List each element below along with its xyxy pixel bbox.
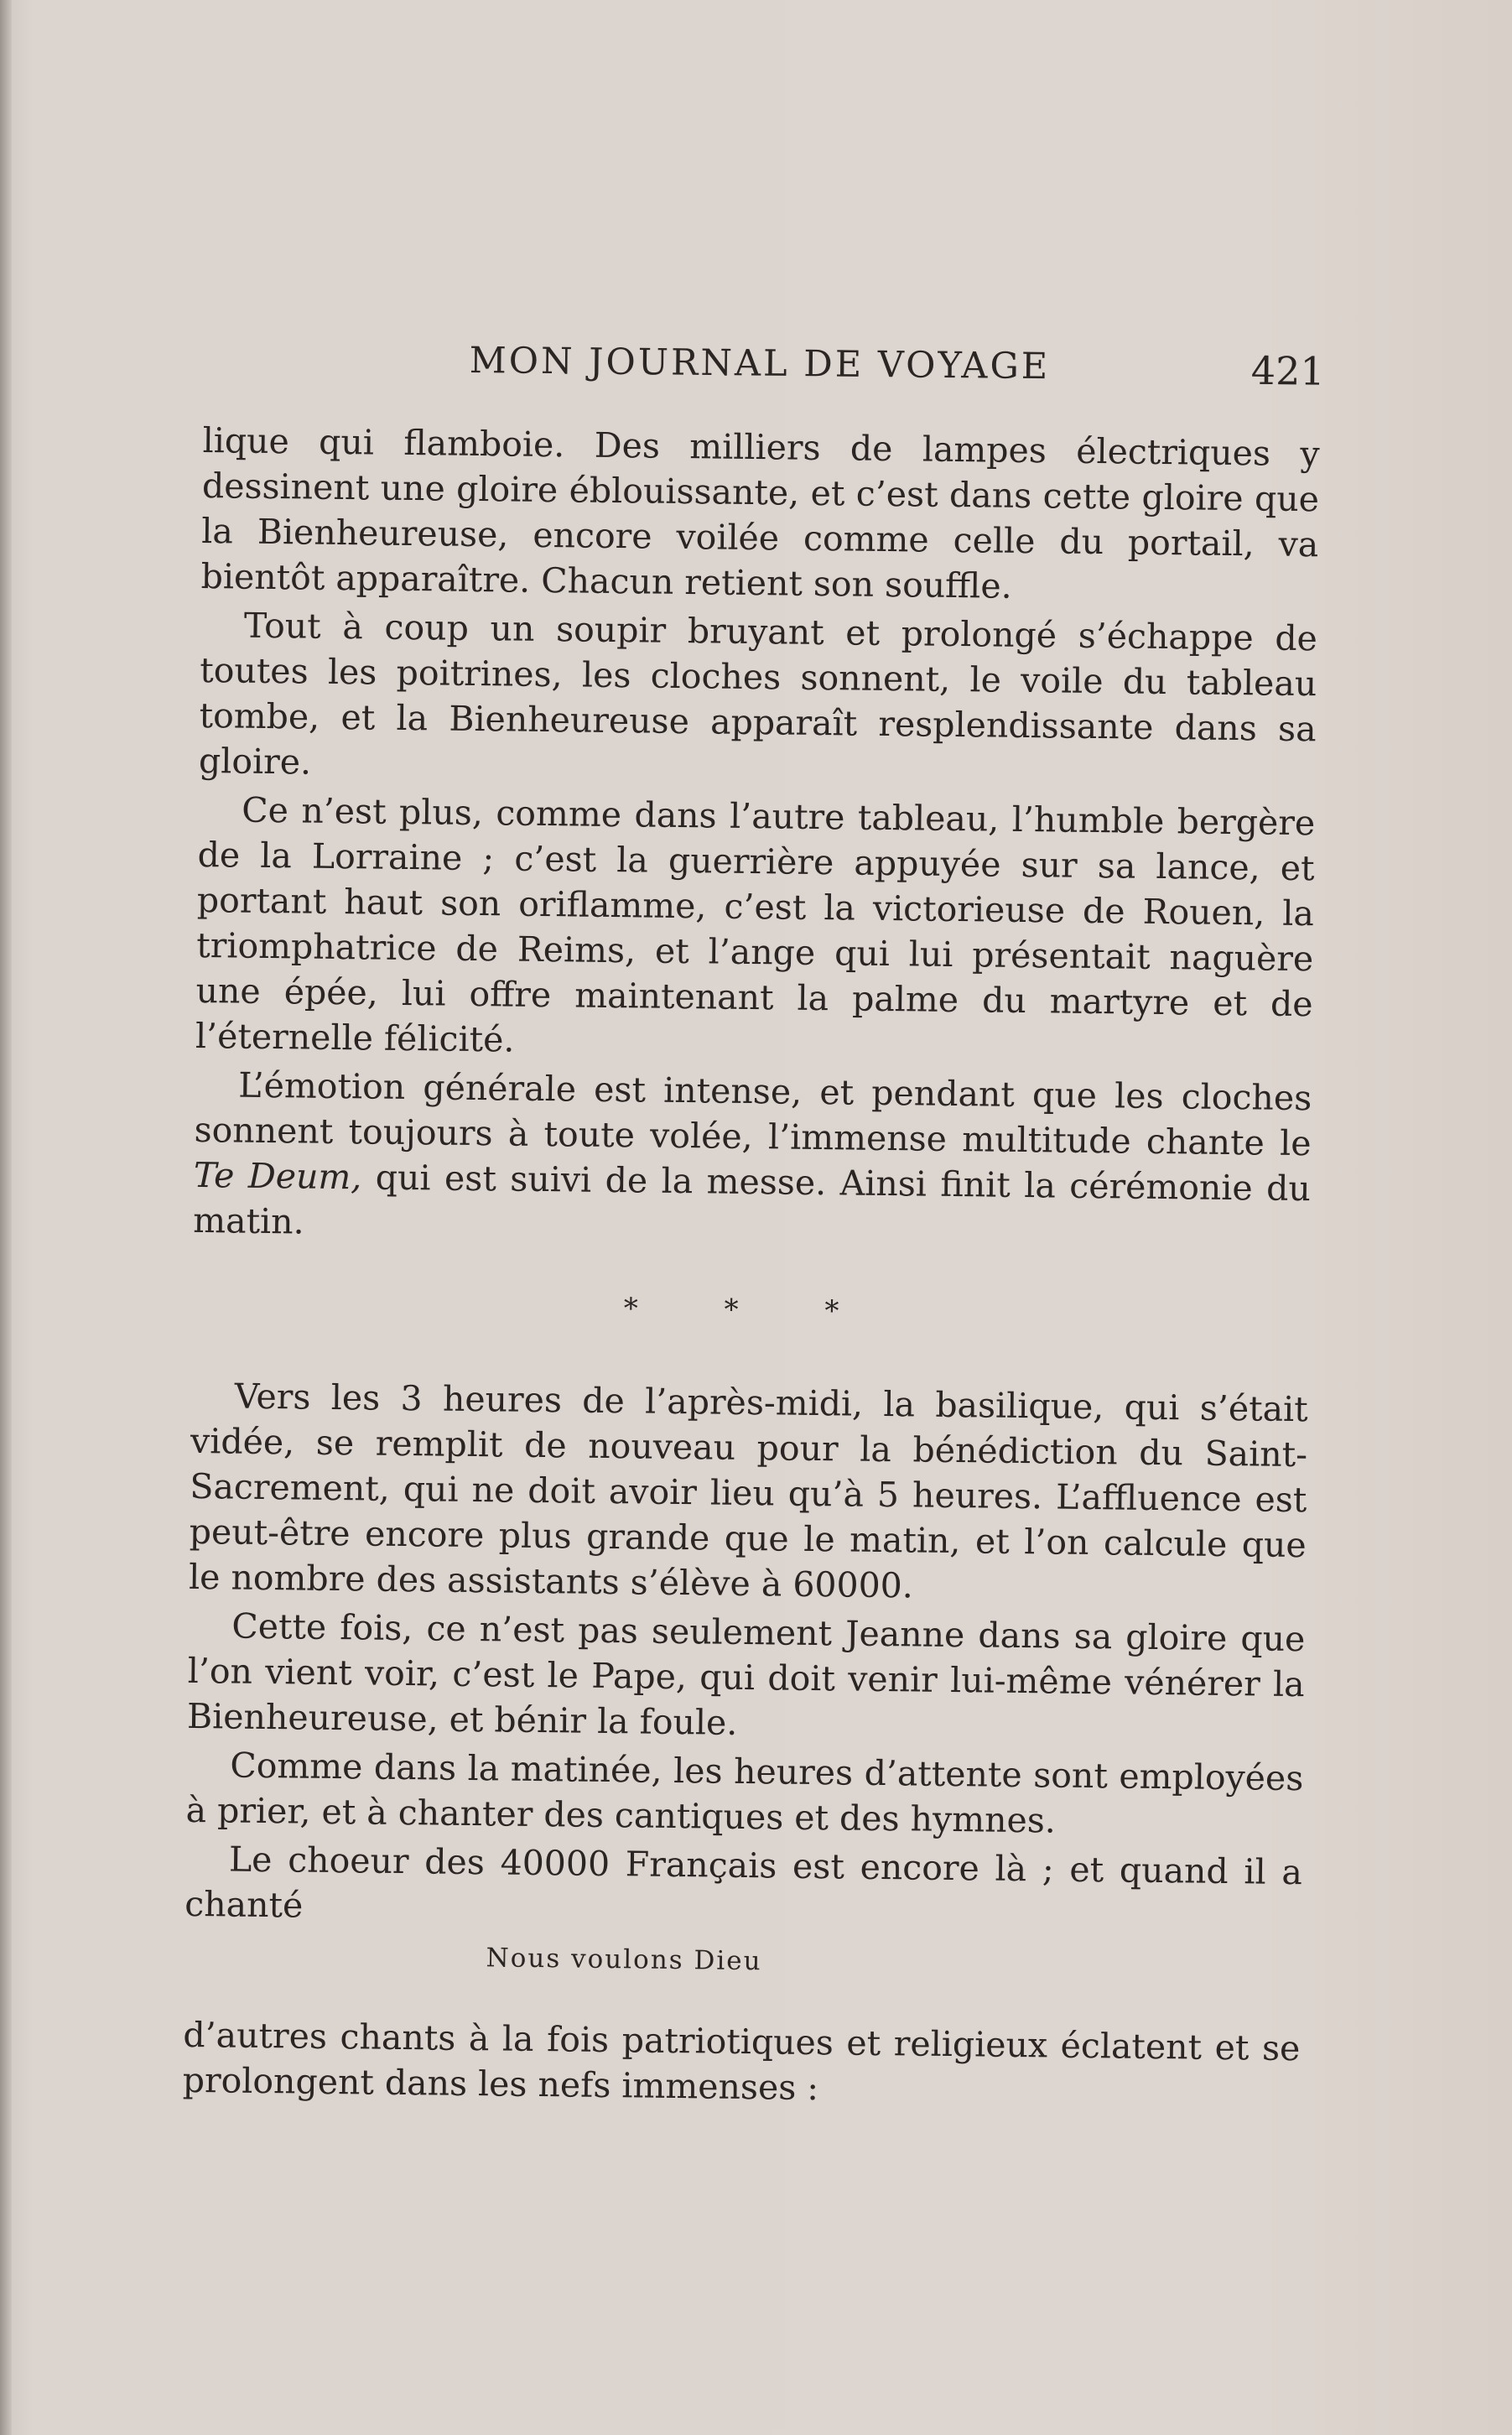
page-body bbox=[182, 418, 1319, 2120]
paragraph-priere: Comme dans la matinée, les heures d’attente sont employées à prier, et à chanter des cantiques et des hymnes. bbox=[185, 1745, 1304, 1841]
section-separator: * * * bbox=[623, 1292, 878, 1329]
paragraph-te-deum bbox=[193, 1062, 1312, 1257]
paragraph-choeur: Le choeur des 40000 Français est encore là ; et quand il a chanté bbox=[184, 1839, 1303, 1926]
paragraph-chants: d’autres chants à la fois patriotiques et religieux éclatent et se prolongent dans les nefs immenses : bbox=[182, 2014, 1301, 2109]
hymn-title: Nous voulons Dieu bbox=[486, 1943, 762, 1977]
paragraph-continued: lique qui flamboie. Des milliers de lampes électriques y dessinent une gloire éblouissante, et c’est dans cette gloire que la Bienheureuse, encore voilée comme celle du portail, va bientôt apparaître. Chacun retient son souffle. bbox=[200, 419, 1320, 606]
page-number: 421 bbox=[1250, 347, 1325, 394]
te-deum-after: qui est suivi de la messe. Ainsi finit la cérémonie du matin. bbox=[193, 1157, 1312, 1242]
te-deum-before: L’émotion générale est intense, et pendant que les cloches sonnent toujours à toute volée, l’immense multitude chante le bbox=[194, 1064, 1312, 1164]
paragraph-apres-midi: Vers les 3 heures de l’après-midi, la basilique, qui s’était vidée, se remplit de nouveau pour la bénédiction du Saint-Sacrement, qui ne doit avoir lieu qu’à 5 heures. L’affluence est peut-être encore plus grande que le matin, et l’on calcule que le nombre des assistants s’élève à 60000. bbox=[188, 1376, 1308, 1606]
page-header bbox=[469, 340, 1325, 399]
te-deum-italic: Te Deum, bbox=[193, 1154, 362, 1198]
running-title: MON JOURNAL DE VOYAGE bbox=[469, 340, 1051, 388]
page-gutter-edge bbox=[0, 0, 12, 2435]
paragraph-guerriere: Ce n’est plus, comme dans l’autre tableau, l’humble bergère de la Lorraine ; c’est la guerrière appuyée sur sa lance, et portant haut son oriflamme, c’est la victorieuse de Rouen, la triomphatrice de Reims, et l’ange qui lui présentait naguère une épée, lui offre maintenant la palme du martyre et de l’éternelle félicité. bbox=[195, 789, 1316, 1060]
paragraph-pape: Cette fois, ce n’est pas seulement Jeanne dans sa gloire que l’on vient voir, c’est le Pape, qui doit venir lui-même vénérer la Bienheureuse, et bénir la foule. bbox=[186, 1605, 1306, 1743]
paragraph-soupir: Tout à coup un soupir bruyant et prolongé s’échappe de toutes les poitrines, les cloches sonnent, le voile du tableau tombe, et la Bienheureuse apparaît resplendissante dans sa gloire. bbox=[198, 605, 1318, 783]
